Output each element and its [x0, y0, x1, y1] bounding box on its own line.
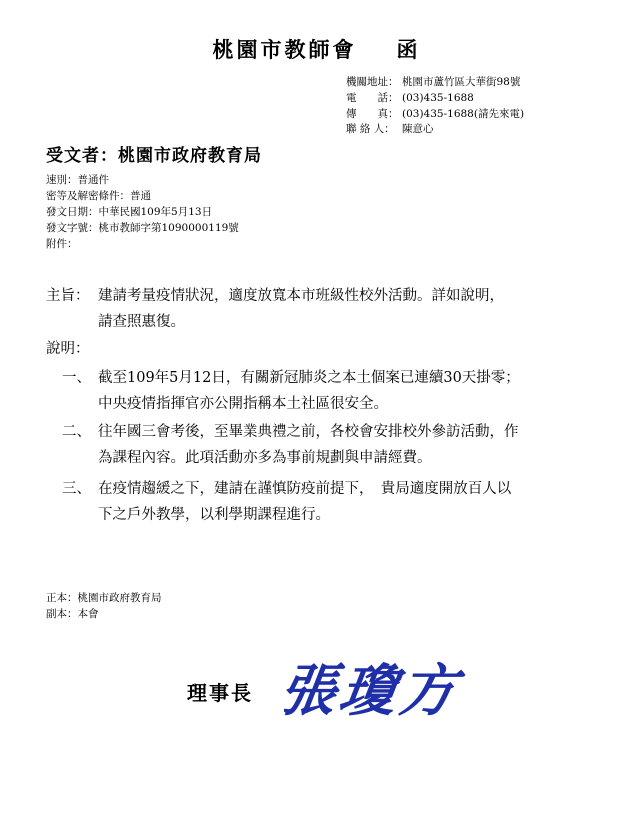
item-line: 為課程內容。此項活動亦多為事前規劃與申請經費。 — [98, 450, 432, 466]
contact-phone: 電 話： (03)435-1688 — [346, 92, 474, 104]
recipient: 受文者：桃園市政府教育局 — [46, 146, 262, 166]
org-name: 桃園市教師會 — [212, 37, 357, 62]
item-line: 在疫情趨緩之下，建請在謹慎防疫前提下， 貴局適度開放百人以 — [98, 481, 512, 497]
meta-number: 發文字號：桃市教師字第1090000119號 — [46, 222, 239, 234]
signature-graphic — [284, 648, 484, 728]
meta-secrecy: 密等及解密條件：普通 — [46, 190, 151, 202]
svg-text:張瓊方: 張瓊方 — [284, 658, 465, 724]
subject-label: 主旨： — [46, 288, 90, 304]
subject-text: 建請考量疫情狀況，適度放寬本市班級性校外活動。詳如說明， — [98, 288, 504, 304]
chairman-title: 理事長 — [187, 681, 253, 705]
contact-fax: 傳 真： (03)435-1688(請先來電) — [346, 108, 525, 120]
main-copy: 正本：桃園市政府教育局 — [46, 592, 162, 604]
item-line: 下之戶外教學，以利學期課程進行。 — [98, 507, 330, 523]
item-number: 三、 — [62, 481, 91, 497]
explanation-item — [62, 419, 592, 471]
subject — [46, 283, 586, 335]
explanation-item — [62, 476, 592, 528]
signature-stamp — [284, 648, 484, 732]
meta-attachment: 附件： — [46, 238, 78, 250]
explanation-item — [62, 365, 592, 417]
meta-speed: 速別：普通件 — [46, 174, 109, 186]
doc-type: 函 — [396, 37, 421, 62]
duplicate-copy: 副本：本會 — [46, 608, 99, 620]
item-number: 二、 — [62, 424, 91, 440]
explanation-label: 說明： — [46, 341, 90, 357]
item-line: 中央疫情指揮官亦公開指稱本土社區很安全。 — [98, 396, 388, 412]
item-line: 截至109年5月12日，有關新冠肺炎之本土個案已連續30天掛零； — [98, 370, 520, 386]
subject-text-cont: 請查照惠復。 — [98, 314, 185, 330]
meta-date: 發文日期：中華民國109年5月13日 — [46, 206, 213, 218]
contact-person: 聯 絡 人： 陳意心 — [346, 123, 434, 135]
item-line: 往年國三會考後，至畢業典禮之前，各校會安排校外參訪活動，作 — [98, 424, 519, 440]
item-number: 一、 — [62, 370, 91, 386]
contact-address: 機關地址： 桃園市蘆竹區大華街98號 — [346, 76, 521, 88]
document-title — [0, 34, 633, 64]
